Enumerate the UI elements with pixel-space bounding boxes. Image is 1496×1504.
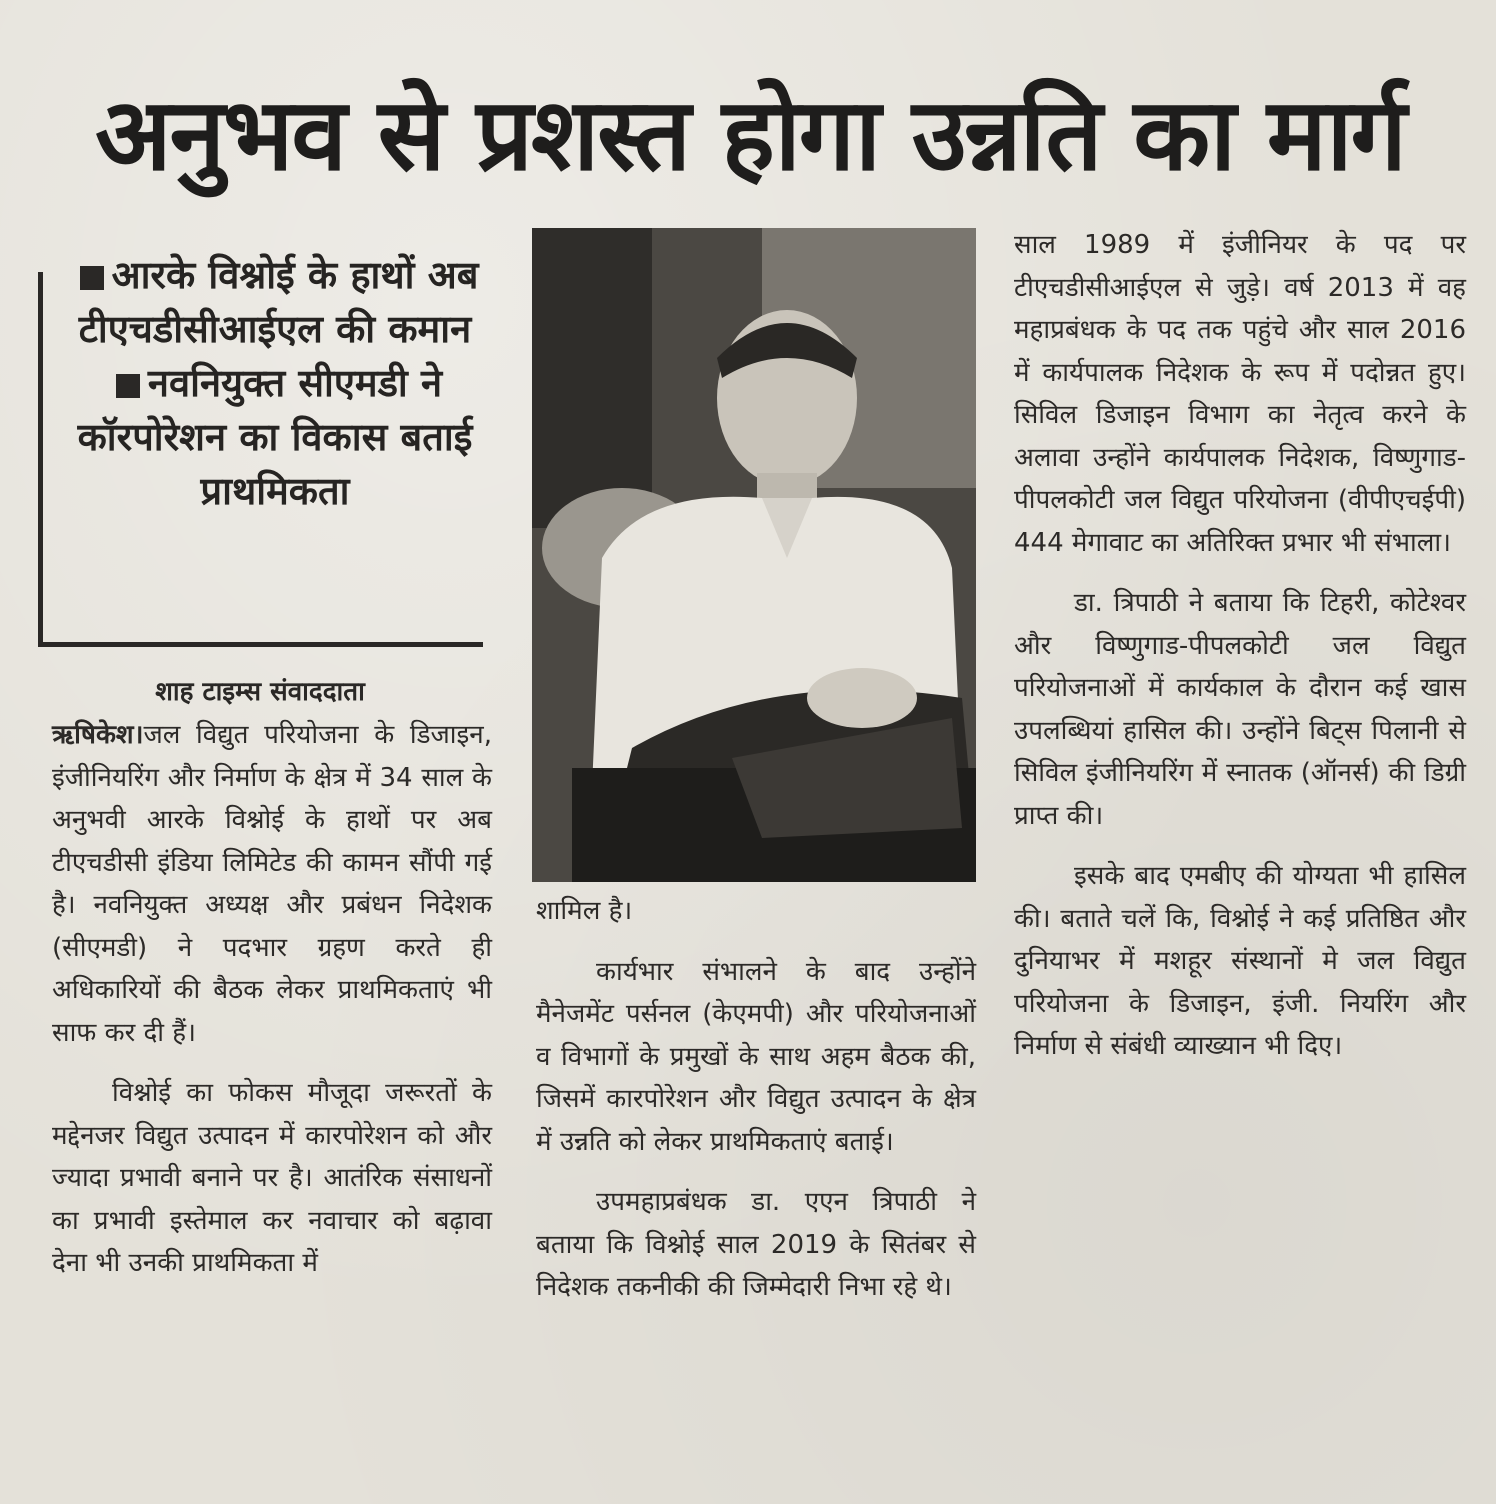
- paragraph: शामिल है।: [536, 896, 633, 926]
- article-column-2: [536, 890, 976, 1309]
- paragraph: [52, 714, 492, 1054]
- subhead: [70, 248, 480, 518]
- paragraph-text: जल विद्युत परियोजना के डिजाइन, इंजीनियरिंग और निर्माण के क्षेत्र में 34 साल के अनुभवी आरके विश्नोई के हाथों पर अब टीएचडीसी इंडिया लिमिटेड की कामन सौंपी गई है। नवनियुक्त अध्यक्ष और प्रबंधन निदेशक (सीएमडी) ने पदभार ग्रहण करते ही अधिकारियों की बैठक लेकर प्राथमिकताएं भी साफ कर दी हैं।: [52, 720, 492, 1048]
- square-bullet-icon: [80, 266, 104, 290]
- article-column-1: [52, 714, 492, 1285]
- square-bullet-icon: [116, 374, 140, 398]
- paragraph: विश्नोई का फोकस मौजूदा जरूरतों के मद्देनजर विद्युत उत्पादन में कारपोरेशन को और ज्यादा प्रभावी बनाने पर है। आतंरिक संसाधनों का प्रभावी इस्तेमाल कर नवाचार को बढ़ावा देना भी उनकी प्राथमिकता में: [52, 1078, 492, 1278]
- portrait-photo: [532, 228, 976, 882]
- subhead-part-1: आरके विश्नोई के हाथों अब टीएचडीसीआईएल की कमान: [78, 253, 479, 351]
- article-column-3: [1014, 224, 1466, 1068]
- portrait-illustration: [532, 228, 976, 882]
- paragraph: उपमहाप्रबंधक डा. एएन त्रिपाठी ने बताया कि विश्नोई साल 2019 के सितंबर से निदेशक तकनीकी की जिम्मेदारी निभा रहे थे।: [536, 1187, 976, 1302]
- subhead-part-2: नवनियुक्त सीएमडी ने कॉरपोरेशन का विकास बताई प्राथमिकता: [77, 361, 473, 513]
- dateline: ऋषिकेश।: [52, 720, 144, 750]
- headline: अनुभव से प्रशस्त होगा उन्नति का मार्ग: [95, 76, 1405, 193]
- paragraph: साल 1989 में इंजीनियर के पद पर टीएचडीसीआईएल से जुड़े। वर्ष 2013 में वह महाप्रबंधक के पद तक पहुंचे और साल 2016 में कार्यपालक निदेशक के रूप में पदोन्नत हुए। सिविल डिजाइन विभाग का नेतृत्व करने के अलावा उन्होंने कार्यपालक निदेशक, विष्णुगाड-पीपलकोटी जल विद्युत परियोजना (वीपीएचईपी) 444 मेगावाट का अतिरिक्त प्रभार भी संभाला।: [1014, 230, 1466, 558]
- paragraph: डा. त्रिपाठी ने बताया कि टिहरी, कोटेश्वर और विष्णुगाड-पीपलकोटी जल विद्युत परियोजनाओं में कार्यकाल के दौरान कई खास उपलब्धियां हासिल की। उन्होंने बिट्स पिलानी से सिविल इंजीनियरिंग में स्नातक (ऑनर्स) की डिग्री प्राप्त की।: [1014, 588, 1466, 831]
- byline: शाह टाइम्स संवाददाता: [155, 677, 365, 707]
- paragraph: कार्यभार संभालने के बाद उन्होंने मैनेजमेंट पर्सनल (केएमपी) और परियोजनाओं व विभागों के प्रमुखों के साथ अहम बैठक की, जिसमें कारपोरेशन और विद्युत उत्पादन के क्षेत्र में उन्नति को लेकर प्राथमिकताएं बताई।: [536, 956, 976, 1157]
- paragraph: इसके बाद एमबीए की योग्यता भी हासिल की। बताते चलें कि, विश्नोई ने कई प्रतिष्ठित और दुनियाभर में मशहूर संस्थानों मे जल विद्युत परियोजना के डिजाइन, इंजी. नियरिंग और निर्माण से संबंधी व्याख्यान भी दिए।: [1014, 861, 1466, 1061]
